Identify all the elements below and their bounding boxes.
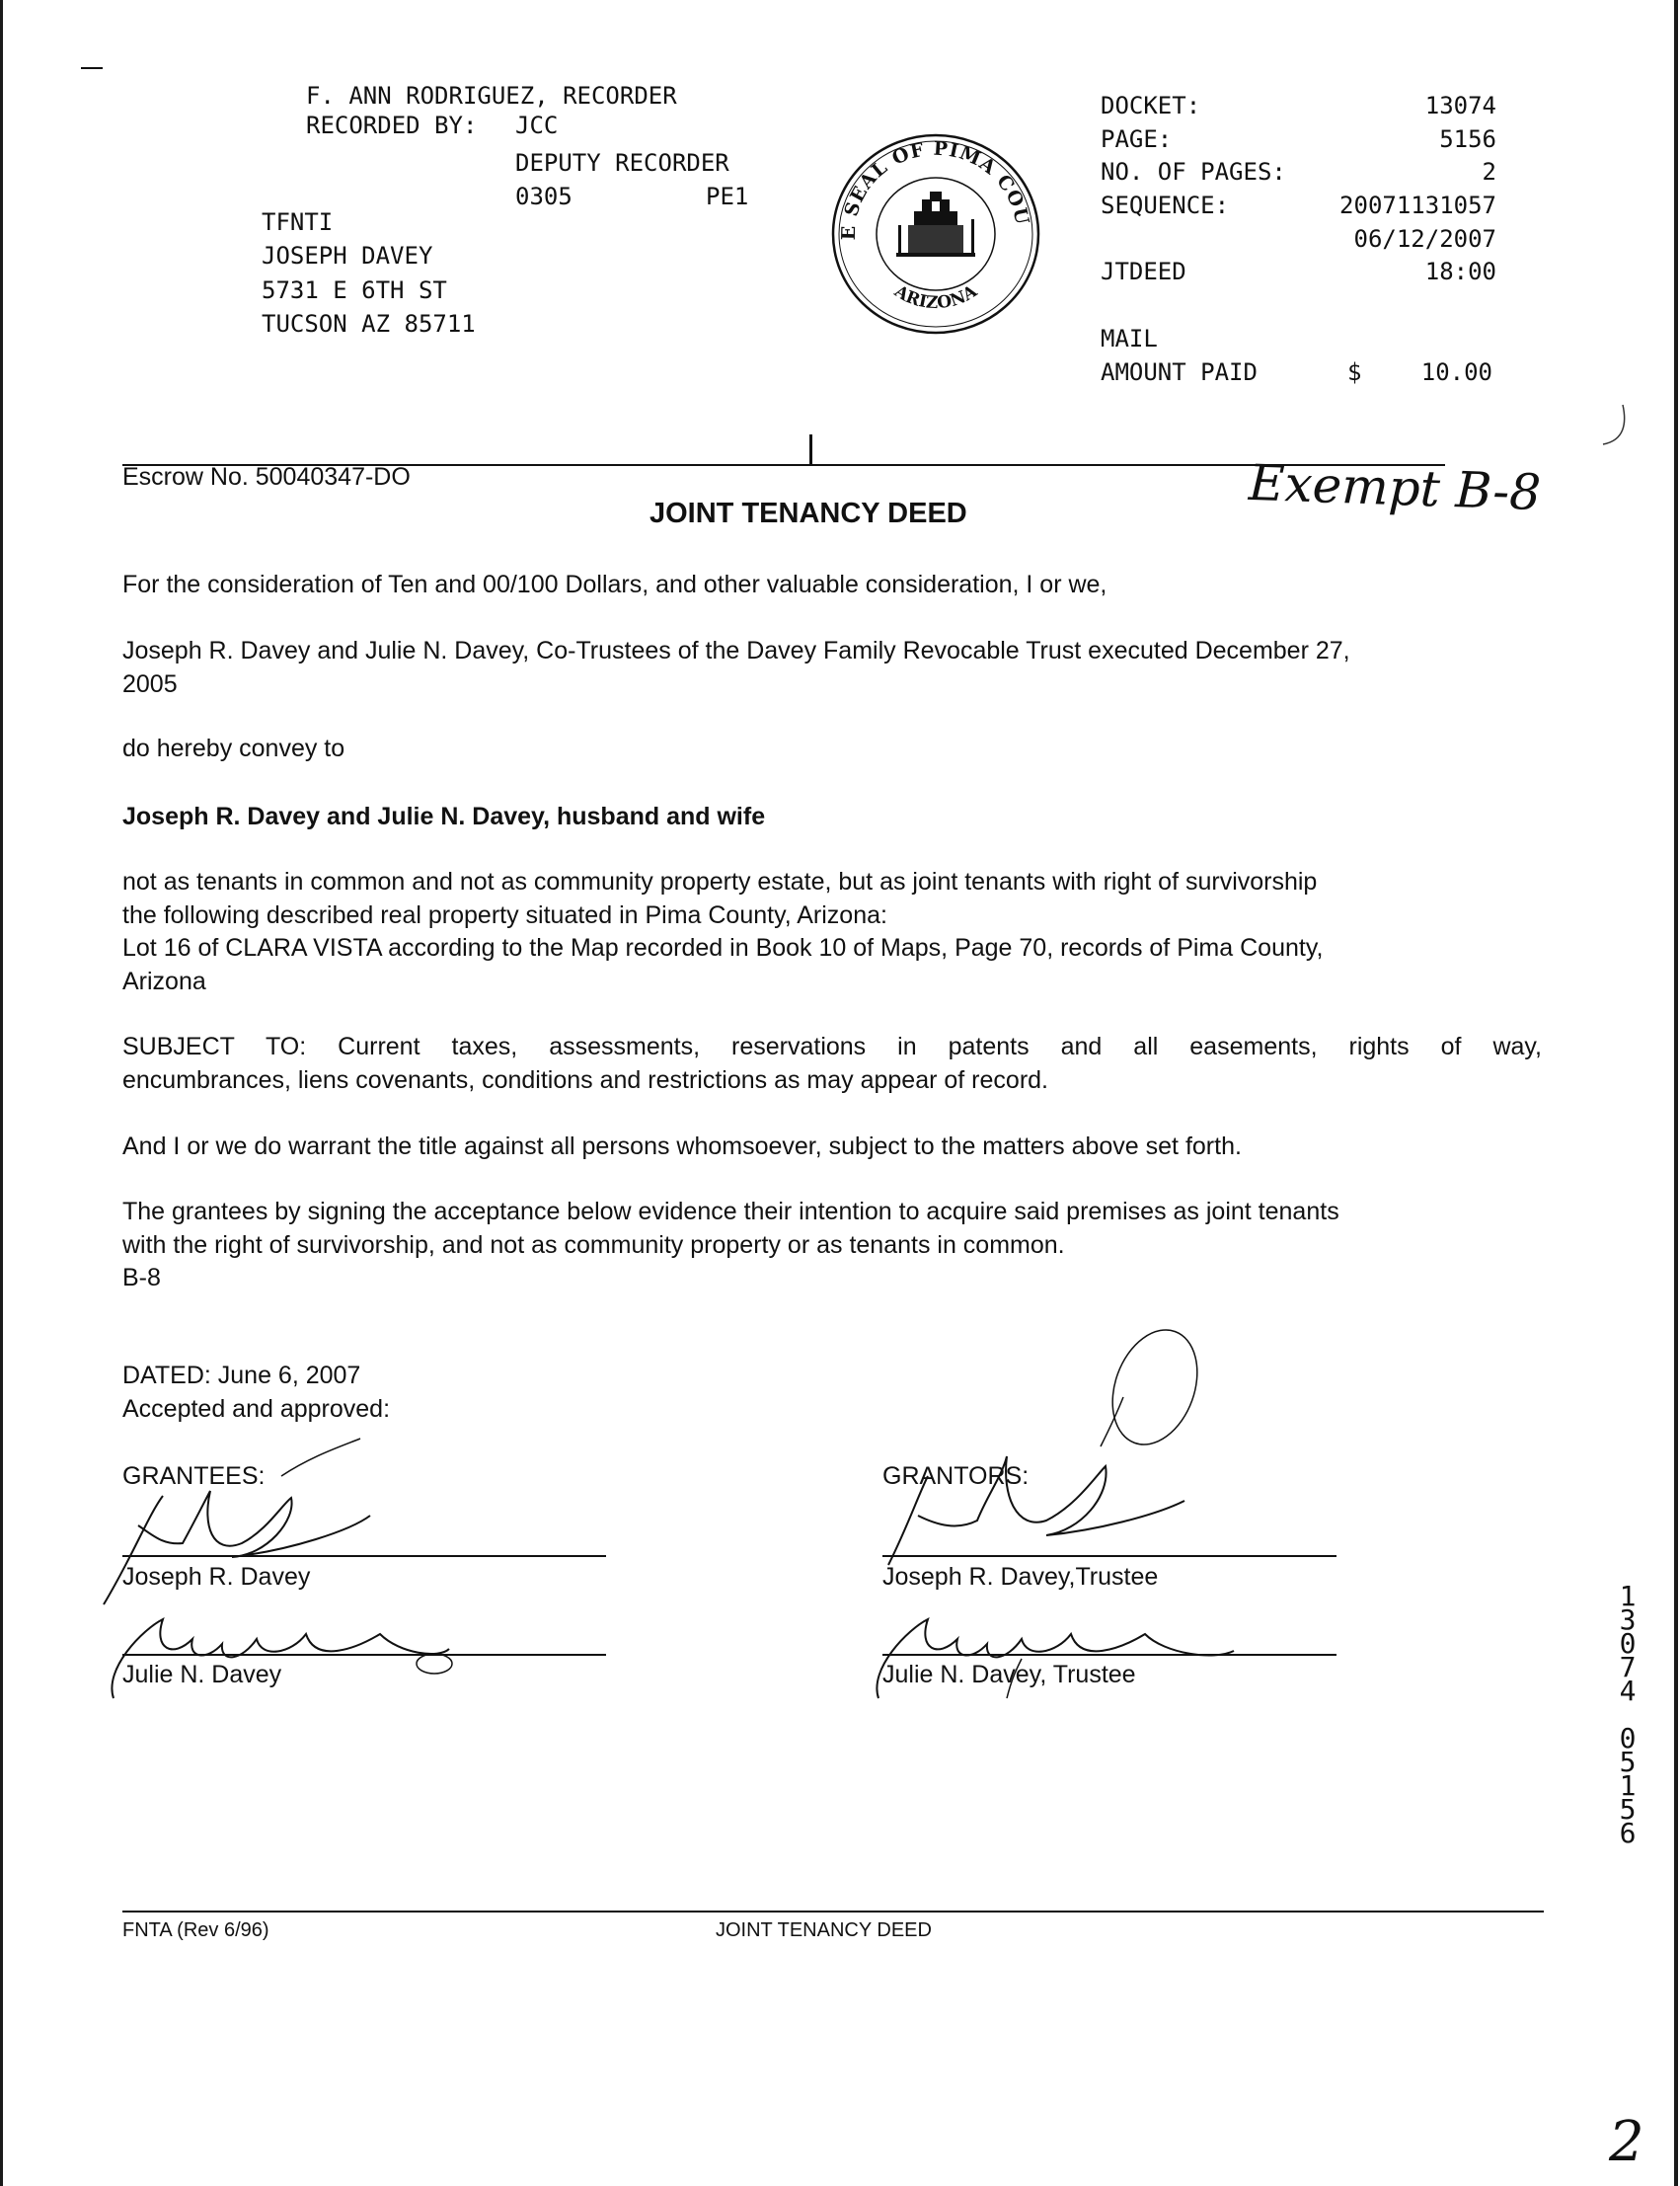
side-stamp-digit: 1 (1619, 1580, 1637, 1612)
currency-symbol: $ (1347, 358, 1362, 386)
grantors-paragraph-line2: 2005 (122, 670, 178, 698)
grantee-julie-signature (94, 1590, 489, 1708)
pages-value: 2 (1482, 158, 1496, 186)
seal-building-icon (896, 192, 975, 257)
grantee2-name: Julie N. Davey (122, 1661, 282, 1688)
escrow-number: Escrow No. 50040347-DO (122, 463, 411, 491)
side-stamp-digit: 0 (1619, 1627, 1637, 1660)
side-stamp (1613, 1580, 1642, 1849)
grantors-label: GRANTORS: (882, 1462, 1030, 1490)
side-stamp-digit: 7 (1619, 1651, 1637, 1683)
docket-label: DOCKET: (1101, 92, 1201, 119)
page-value: 5156 (1439, 125, 1496, 153)
amount-label: AMOUNT PAID (1101, 358, 1258, 386)
scan-mark (81, 67, 103, 69)
amount-value: 10.00 (1420, 358, 1492, 386)
accepted-line: Accepted and approved: (122, 1395, 391, 1423)
svg-text:ARIZONA (890, 281, 982, 314)
grantor-joseph-signature (859, 1328, 1224, 1585)
recorded-by-label: RECORDED BY: (306, 112, 478, 139)
return-address-line4: TUCSON AZ 85711 (262, 310, 476, 338)
tenancy-line1: not as tenants in common and not as community property estate, but as joint tenants with right of survivorship (122, 868, 1318, 896)
document-type: JTDEED (1101, 258, 1186, 285)
recorded-by-value: JCC (515, 112, 559, 139)
seal-text-top: E SEAL OF PIMA COU (837, 137, 1033, 241)
warrant-paragraph: And I or we do warrant the title against all persons whomsoever, subject to the matters above set forth. (122, 1132, 1242, 1160)
grantor-julie-signature (859, 1590, 1273, 1708)
recorder-code-left: 0305 (515, 183, 573, 210)
recorder-name: F. ANN RODRIGUEZ, RECORDER (306, 82, 677, 110)
side-stamp-digit: 1 (1619, 1769, 1637, 1802)
pages-label: NO. OF PAGES: (1101, 158, 1286, 186)
recorder-code-right: PE1 (706, 183, 749, 210)
return-address-line2: JOSEPH DAVEY (262, 242, 433, 270)
grantors-paragraph-line1: Joseph R. Davey and Julie N. Davey, Co-Trustees of the Davey Family Revocable Trust executed December 27, (122, 637, 1350, 664)
sequence-label: SEQUENCE: (1101, 192, 1230, 219)
margin-mark (1599, 403, 1629, 448)
county-seal (827, 130, 1044, 338)
side-stamp-digit: 4 (1619, 1675, 1637, 1707)
footer-title: JOINT TENANCY DEED (716, 1919, 932, 1941)
acceptance-line1: The grantees by signing the acceptance below evidence their intention to acquire said premises as joint tenants (122, 1198, 1339, 1225)
side-stamp-digit: 0 (1619, 1722, 1637, 1755)
scan-right-edge (1674, 0, 1678, 2186)
grantees-paragraph: Joseph R. Davey and Julie N. Davey, husband and wife (122, 803, 766, 830)
side-stamp-digit: 5 (1619, 1793, 1637, 1826)
footer-rule (122, 1911, 1544, 1913)
deputy-recorder: DEPUTY RECORDER (515, 149, 729, 177)
sequence-value: 20071131057 (1339, 192, 1496, 219)
return-address-line3: 5731 E 6TH ST (262, 276, 447, 304)
consideration-paragraph: For the consideration of Ten and 00/100 Dollars, and other valuable consideration, I or we, (122, 571, 1107, 598)
footer-form-number: FNTA (Rev 6/96) (122, 1919, 269, 1941)
header-tick (809, 434, 812, 464)
mail-label: MAIL (1101, 325, 1158, 352)
subject-to-line1: SUBJECT TO: Current taxes, assessments, reservations in patents and all easements, rights of way, (122, 1033, 1542, 1060)
grantees-label: GRANTEES: (122, 1462, 266, 1490)
scan-left-edge (0, 0, 3, 2186)
acceptance-line2: with the right of survivorship, and not as community property or as tenants in common. (122, 1231, 1065, 1259)
grantor2-name: Julie N. Davey, Trustee (882, 1661, 1136, 1688)
convey-paragraph: do hereby convey to (122, 735, 345, 762)
legal-description-line2: Arizona (122, 968, 206, 995)
seal-text-bottom: ARIZONA (890, 281, 981, 314)
return-address-line1: TFNTI (262, 208, 334, 236)
exempt-note: Exempt B-8 (1248, 453, 1542, 522)
recording-date: 06/12/2007 (1353, 225, 1496, 253)
page-mark: 2 (1609, 2110, 1644, 2174)
side-stamp-digit: 6 (1619, 1817, 1637, 1849)
grantee1-name: Joseph R. Davey (122, 1563, 311, 1591)
grantor1-name: Joseph R. Davey,Trustee (882, 1563, 1159, 1591)
document-title: JOINT TENANCY DEED (649, 498, 967, 529)
dated-line: DATED: June 6, 2007 (122, 1362, 361, 1389)
recording-time: 18:00 (1424, 258, 1496, 285)
side-stamp-digit: 5 (1619, 1746, 1637, 1778)
code-b8: B-8 (122, 1264, 161, 1291)
docket-value: 13074 (1424, 92, 1496, 119)
subject-to-line2: encumbrances, liens covenants, conditions and restrictions as may appear of record. (122, 1066, 1048, 1094)
side-stamp-digit: 3 (1619, 1603, 1637, 1636)
page-label: PAGE: (1101, 125, 1173, 153)
grantee-joseph-signature (94, 1437, 420, 1614)
legal-description-line1: Lot 16 of CLARA VISTA according to the Map recorded in Book 10 of Maps, Page 70, records of Pima County, (122, 934, 1324, 962)
tenancy-line2: the following described real property situated in Pima County, Arizona: (122, 901, 887, 929)
